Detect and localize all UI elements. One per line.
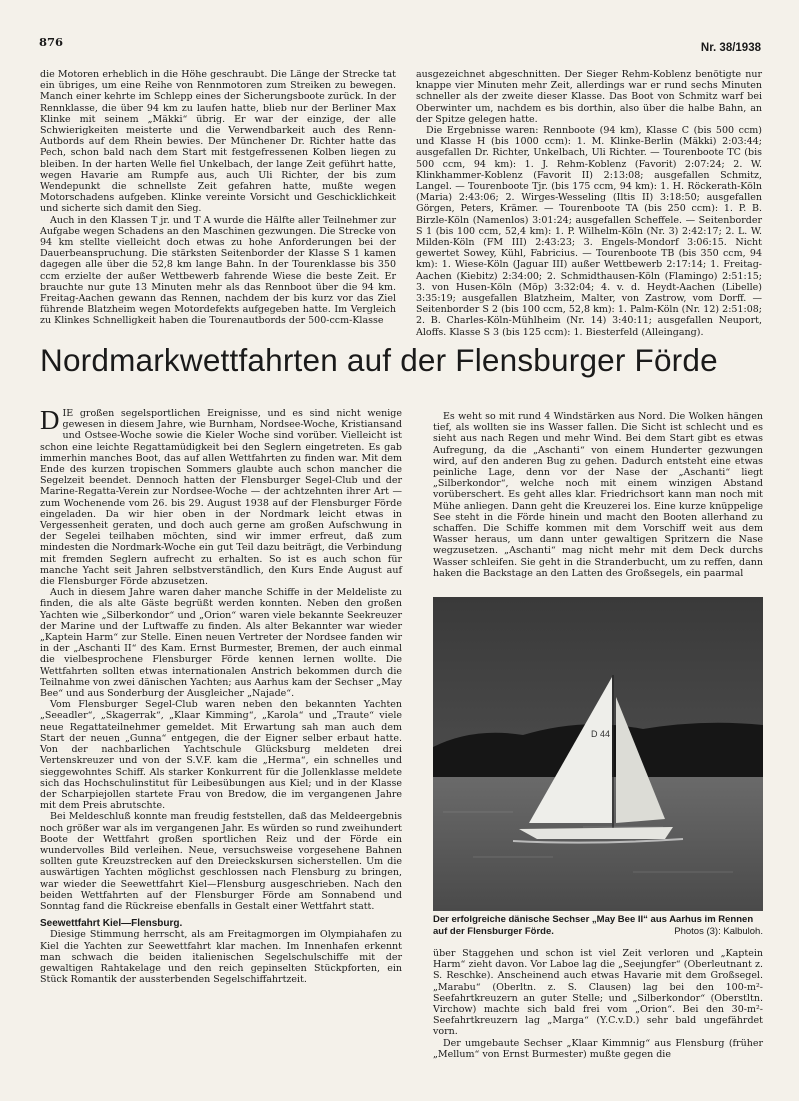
paragraph: Der umgebaute Sechser „Klaar Kimmnig“ aus Flensburg (früher „Mellum“ von Ernst Burmester) mußte gegen die	[433, 1037, 763, 1060]
paragraph: ausgezeichnet abgeschnitten. Der Sieger Rehm-Koblenz benötigte nur knappe vier Minuten mehr Zeit, allerdings war er rund sechs Minuten schneller als der zweite dieser Klasse. Das Boot von Schmitz warf bei Oberwinter um, nachdem es bis dorthin, also über die halbe Bahn, an der Spitze gelegen hatte.	[416, 69, 762, 125]
photo-caption: Der erfolgreiche dänische Sechser „May Bee II“ aus Aarhus im Rennen auf der Flensburger Förde. Photos (3): Kalbuloh.	[433, 914, 763, 937]
sail-number: D 44	[591, 729, 611, 739]
previous-article-left-column	[40, 69, 396, 327]
paragraph: die Motoren erheblich in die Höhe geschraubt. Die Länge der Strecke tat ein übriges, um eine Reihe von Rennmotoren zum Streiken zu bewegen. Manch einer kehrte im Schlepp eines der Sicherungsboote zurück. In der Rennklasse, die über 94 km zu laufen hatte, blieb nur der Berliner Max Klinke mit seinem „Mäkki“ übrig. Er war der einzige, der alle Schwierigkeiten meisterte und die Verwendbarkeit auch des Renn-Autbords auf dem Rhein bewies. Der Münchener Dr. Richter hatte das Pech, schon bald nach dem Start mit festgefressenen Kolben liegen zu bleiben. In der harten Welle fiel Unkelbach, der lange Zeit geführt hatte, wegen Havarie am Rumpfe aus, auch Uli Richter, der bis zum Wendepunkt die schnellste Zeit gefahren hatte, mußte wegen Motorschadens aufgeben. Klinke vereinte Vorsicht und Geschicklichkeit und sicherte sich damit den Sieg.	[40, 69, 396, 215]
section-subheading: Seewettfahrt Kiel—Flensburg.	[40, 918, 183, 930]
paragraph: über Staggehen und schon ist viel Zeit verloren und „Kaptein Harm“ zieht davon. Vor Laboe lag die „Seejungfer“ (Oberleutnant z. S. Reschke). Anscheinend auch etwas Havarie mit dem Großsegel. „Marabu“ (Oberltn. z. S. Clausen) lag bei den 100-m²-Seefahrtkreuzern an guter Stelle; und „Silberkondor“ (Oberstltn. Virchow) machte sich bald frei vom „Orion“. Bei den 30-m²-Seefahrtkreuzern lag „Marga“ (Y.C.v.D.) sehr bald ungefährdet vorn.	[433, 948, 763, 1038]
page-number: 876	[39, 35, 64, 49]
paragraph: Vom Flensburger Segel-Club waren neben den bekannten Yachten „Seeadler“, „Skagerrak“, „Klaar Kimming“, „Karola“ und „Traute“ viele neue Regattateilnehmer gemeldet. Mit Erwartung sah man auch dem Start der neuen „Gunna“ entgegen, die der Eigner selber erbaut hatte. Von der nachbarlichen Yachtschule Glücksburg meldeten drei Vertenskreuzer und von der S.V.F. kam die „Herma“, ein schnelles und sieggewohntes Schiff. Als starker Konkurrent für die Jollenklasse meldete sich das Hochschulinstitut für Leibesübungen aus Kiel; und in der Klasse der Scharpiejollen startete Frau von Bredow, die im vergangenen Jahre mit dem Preis abrutschte.	[40, 699, 402, 812]
article-title: Nordmarkwettfahrten auf der Flensburger Förde	[40, 342, 718, 378]
results-paragraph: Die Ergebnisse waren: Rennboote (94 km), Klasse C (bis 500 ccm) und Klasse H (bis 1000 ccm): 1. M. Klinke-Berlin (Mäkki) 2:03:44; ausgefallen Dr. Richter, Unkelbach, Uli Richter. — Tourenboote TC (bis 500 ccm, 94 km): 1. J. Rehm-Koblenz (Favorit) 2:07:24; 2. W. Klinkhammer-Koblenz (Favorit II) 2:13:08; ausgefallen Schmitz, Langel. — Tourenboote Tjr. (bis 175 ccm, 94 km): 1. H. Röckerath-Köln (Maria) 2:43:06; 2. Wirges-Wesseling (Iltis II) 3:18:50; ausgefallen Görgen, Peters, Krämer. — Tourenboote TA (bis 250 ccm): 1. P. B. Birzle-Köln (Namenlos) 3:01:24; ausgefallen Scheffele. — Seitenborder S 1 (bis 100 ccm, 52,4 km): 1. P. Wilhelm-Köln (Nr. 3) 2:42:17; 2. L. W. Milden-Köln (FM III) 2:43:23; 3. Engels-Mondorf 3:06:15. Nicht gewertet Sowey, Kühl, Fabricius. — Tourenboote TB (bis 350 ccm, 94 km): 1. Wiese-Köln (Jaguar III) außer Wettbewerb 2:17:14; 1. Freitag-Aachen (Kiebitz) 2:34:00; 2. Schmidthausen-Köln (Flamingo) 2:51:15; 3. von Husen-Köln (Möp) 3:32:04; 4. v. d. Heydt-Aachen (Libelle) 3:35:19; ausgefallen Blatzheim, Malter, von Zastrow, vom Dorff. — Seitenborder S 2 (bis 100 ccm, 52,8 km): 1. Palm-Köln (Nr. 12) 2:51:08; 2. B. Charles-Köln-Mühlheim (Nr. 14) 3:40:11; ausgefallen Neuport, Aloffs. Klasse S 3 (bis 125 ccm): 1. Biesterfeld (Alleingang).	[416, 125, 762, 338]
article-right-column-top	[433, 411, 763, 579]
paragraph: Bei Meldeschluß konnte man freudig feststellen, daß das Meldeergebnis noch größer war als im vergangenen Jahr. Es würden so rund zweihundert Boote der Wettfahrt großen sportlichen Reiz und der Förde ein wundervolles Bild verleihen. Neue, versuchsweise vorgesehene Bahnen sollten gute Kreuzstrecken auf den Dreieckskursen sicherstellen. Um die auswärtigen Yachten möglichst geschlossen nach Flensburg zu bringen, war wieder die Seewettfahrt Kiel—Flensburg ausgeschrieben. Nach den beiden Wettfahrten auf der Flensburger Förde am Sonnabend und Sonntag fand die Rückreise ebenfalls in Gestalt einer Wettfahrt statt.	[40, 811, 402, 912]
lead-paragraph: DIE großen segelsportlichen Ereignisse, und es sind nicht wenige gewesen in diesem Jahre, wie Burnham, Nordsee-Woche, Kristiansand und Ostsee-Woche sowie die Kieler Woche sind vorüber. Vielleicht ist schon eine leichte Regattamüdigkeit bei den Seglern eingetreten. Es gab immerhin manches Boot, das auf allen Wettfahrten zu finden war. Mit dem Ende des kurzen tropischen Sommers glaubte auch schon mancher die Segelzeit beendet. Dennoch hatten der Flensburger Segel-Club und der Marine-Regatta-Verein zur Nordsee-Woche — der achtzehnten ihrer Art — zum Wochenende vom 26. bis 29. August 1938 auf der Flensburger Förde eingeladen. Da wir hier oben in der Nordmark leicht etwas in Vergessenheit geraten, und doch auch gerne am großen Aufschwung in der Segelei teilhaben möchten, sind wir immer erfreut, daß zum mindesten die Nordmark-Woche ein gut Teil dazu beiträgt, die Verbindung mit fremden Seglern aufrecht zu erhalten. So ist es auch schon für manche Yacht seit Jahren selbstverständlich, den Kurs Ende August auf die Flensburger Förde abzusetzen.	[40, 405, 402, 588]
previous-article-right-column	[416, 69, 762, 338]
paragraph: Es weht so mit rund 4 Windstärken aus Nord. Die Wolken hängen tief, als wollten sie ins Wasser fallen. Die Sicht ist schlecht und es sieht aus nach Regen und mehr Wind. Bei dem Start gibt es etwas Aufregung, da die „Aschanti“ von einem Hunderter gezwungen wird, auf den anderen Bug zu gehen. Dadurch entsteht eine etwas peinliche Lage, denn vor der Nase der „Aschanti“ liegt „Silberkondor“, welche noch mit einem winzigen Abstand vorüberschert. Es geht alles klar. Friedrichsort kann man noch mit Mühe anliegen. Dann geht die Kreuzerei los. Eine kurze knüppelige See steht in die Förde hinein und macht den Booten allerhand zu schaffen. Die Schiffe kommen mit dem Vorschiff weit aus dem Wasser heraus, um dann unter gewaltigen Spritzern die Nase wegzusetzen. „Aschanti“ mag nicht mehr mit dem Deck durchs Wasser schleifen. Sie geht in die Stranderbucht, um zu reffen, dann haken die Backstage an den Latten des Großsegels, ein paarmal	[433, 411, 763, 579]
paragraph: Diesige Stimmung herrscht, als am Freitagmorgen im Olympiahafen zu Kiel die Yachten zur Seewettfahrt klar machen. Im Innenhafen erkennt man schwach die beiden italienischen Segelschulschiffe mit der gewaltigen Rahtakelage und den reich gepinselten Stückpforten, ein Stück Romantik der aussterbenden Segelschiffahrtzeit.	[40, 929, 402, 986]
article-left-column	[40, 405, 402, 986]
issue-number: Nr. 38/1938	[700, 42, 761, 54]
paragraph: Auch in den Klassen T jr. und T A wurde die Hälfte aller Teilnehmer zur Aufgabe wegen Schadens an den Maschinen gezwungen. Die Strecke von 94 km stellte vielleicht doch etwas zu hohe Anforderungen bei der Dauerbeanspruchung. Die stärksten Seitenborder der Klasse S 1 kamen dagegen alle über die 52,8 km lange Bahn. In der Tourenklasse bis 350 ccm erzielte der außer Wettbewerb fahrende Wiese die beste Zeit. Er brauchte nur gute 13 Minuten mehr als das Rennboot über die 94 km. Freitag-Aachen gewann das Rennen, nachdem der bis kurz vor das Ziel führende Blatzheim wegen Motordefekts aufgegeben hatte. Im Vergleich zu Klinkes Schnelligkeit haben die Tourenautbords der 500-ccm-Klasse	[40, 214, 396, 327]
photo-credit: Photos (3): Kalbuloh.	[674, 925, 763, 937]
drop-cap: D	[40, 405, 60, 435]
article-right-column-bottom	[433, 948, 763, 1060]
paragraph: Auch in diesem Jahre waren daher manche Schiffe in der Meldeliste zu finden, die als alte Gäste begrüßt werden konnten. Neben den großen Yachten wie „Silberkondor“ und „Orion“ waren viele bekannte Seekreuzer der Marine und der Luftwaffe zu finden. Als alter Bekannter war wieder „Kaptein Harm“ zur Stelle. Einen neuen Vertreter der Nordsee fanden wir in der „Aschanti II“ des Kam. Ernst Burmester, Bremen, der auch einmal die vielbesprochene Flensburger Förde kennen lernen wollte. Die Wettfahrten sollten etwas internationalen Anstrich bekommen durch die Teilnahme von zwei dänischen Yachten; aus Aarhus kam der Sechser „May Bee“ und aus Sonderburg der Ausgleicher „Najade“.	[40, 587, 402, 700]
sailboat-image	[433, 597, 763, 911]
sailboat-photo	[433, 597, 763, 911]
